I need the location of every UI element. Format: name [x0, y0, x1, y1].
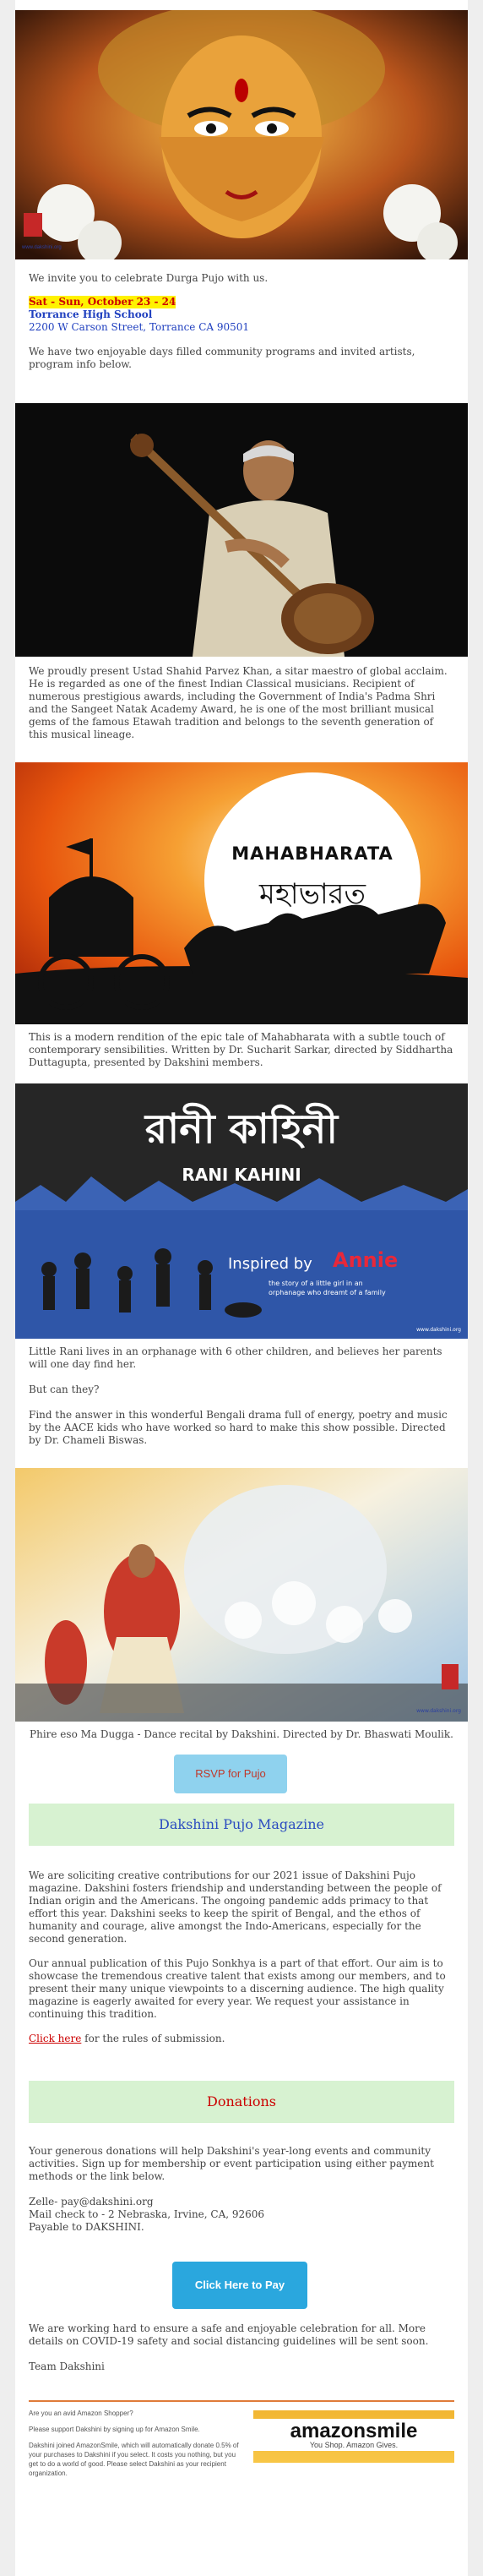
- closing-section: [15, 2322, 468, 2373]
- magazine-heading: Dakshini Pujo Magazine: [29, 1804, 454, 1846]
- venue-name: Torrance High School: [29, 308, 153, 320]
- submission-rules-line: [29, 2033, 454, 2045]
- magazine-section: [15, 1869, 468, 2045]
- dance-url: www.dakshini.org: [416, 1708, 461, 1714]
- dance-recital-image: [15, 1468, 468, 1722]
- rani-tagline-1: the story of a little girl in an: [269, 1280, 363, 1287]
- amazon-smile-info: [29, 2409, 240, 2478]
- magazine-para-2: Our annual publication of this Pujo Sonkhya is a part of that effort. Our aim is to showcase the tremendous creative talent that exists among our members, and to present their many unique viewpoints to a discerning audience. The high quality magazine is eagerly awaited for every year. We request your assistance in continuing this tradition.: [29, 1957, 446, 2020]
- donations-section: [15, 2145, 468, 2234]
- artist-section: [15, 665, 468, 741]
- email-body: [15, 0, 468, 2576]
- amazon-smile-logo[interactable]: [253, 2410, 454, 2463]
- rani-inspired-name: Annie: [333, 1248, 399, 1272]
- rani-title-bn: রানী কাহিনী: [144, 1105, 339, 1153]
- artist-bio: We proudly present Ustad Shahid Parvez Khan, a sitar maestro of global acclaim. He is regarded as one of the finest Indian Classical musicians. Recipient of numerous prestigious awards, including the Government of India's Padma Shri and the Sangeet Natak Academy Award, he is one of the most brilliant musical gems of the famous Etawah tradition and belongs to the seventh generation of this musical lineage.: [29, 665, 448, 740]
- dance-caption: Phire eso Ma Dugga - Dance recital by Dakshini. Directed by Dr. Bhaswati Moulik.: [30, 1728, 453, 1740]
- magazine-para-1: We are soliciting creative contributions for our 2021 issue of Dakshini Pujo magazine. Dakshini fosters friendship and understanding between the people of Indian origin and the Americans. The ongoing pandemic adds primacy to that effort this year. Dakshini seeks to keep the spirit of Bengal, and the ethos of humanity and courage, alive amongst the Indo-Americans, especially for the second generation.: [29, 1869, 442, 1945]
- payable-info: Payable to DAKSHINI.: [29, 2221, 144, 2233]
- rani-desc-1: Little Rani lives in an orphanage with 6 other children, and believes her parents will one day find her.: [29, 1345, 442, 1370]
- submission-rules-link[interactable]: Click here: [29, 2033, 82, 2044]
- mahabharata-section: [15, 1031, 468, 1069]
- dance-section: [15, 1728, 468, 1741]
- sitar-artist-image: [15, 403, 468, 657]
- hero-logo-text: www.dakshini.org: [22, 245, 62, 250]
- mahabharata-description: This is a modern rendition of the epic tale of Mahabharata with a subtle touch of contemporary sensibilities. Written by Dr. Sucharit Sarkar, directed by Siddhartha Duttagupta, presented by Dakshini members.: [29, 1031, 453, 1068]
- intro-section: [15, 272, 468, 371]
- program-note: We have two enjoyable days filled community programs and invited artists, program info below.: [29, 346, 415, 370]
- mahabharata-poster: [15, 762, 468, 1024]
- pay-button[interactable]: Click Here to Pay: [172, 2262, 307, 2309]
- submission-rules-suffix: for the rules of submission.: [81, 2033, 225, 2044]
- amazon-support: Please support Dakshini by signing up for Amazon Smile.: [29, 2426, 200, 2433]
- amazon-question: Are you an avid Amazon Shopper?: [29, 2410, 133, 2417]
- mail-info: Mail check to - 2 Nebraska, Irvine, CA, 92606: [29, 2208, 265, 2220]
- amazon-logo-tagline: You Shop. Amazon Gives.: [309, 2441, 399, 2449]
- zelle-info: Zelle- pay@dakshini.org: [29, 2196, 154, 2208]
- rani-desc-3: Find the answer in this wonderful Bengali drama full of energy, poetry and music by the AACE kids who have worked so hard to make this show possible. Directed by Dr. Chameli Biswas.: [29, 1409, 448, 1446]
- donations-heading: Donations: [29, 2081, 454, 2123]
- rsvp-button[interactable]: RSVP for Pujo: [174, 1755, 287, 1793]
- mahabharata-title-bn: মহাভারত: [258, 877, 366, 911]
- event-date: Sat - Sun, October 23 - 24: [29, 296, 176, 308]
- rani-title-en: RANI KAHINI: [182, 1165, 301, 1185]
- mahabharata-title-en: MAHABHARATA: [231, 843, 393, 864]
- durga-hero-image: [15, 10, 468, 259]
- donations-para: Your generous donations will help Dakshini's year-long events and community activities. Sign up for membership or event participation using either payment methods or the link below.: [29, 2145, 434, 2182]
- rani-desc-2: But can they?: [29, 1384, 100, 1395]
- amazon-detail: Dakshini joined AmazonSmile, which will automatically donate 0.5% of your purchases to Dakshini if you select. It costs you nothing, but you get to do a world of good. Please select Dakshini as your recipient organization.: [29, 2442, 239, 2477]
- invite-text: We invite you to celebrate Durga Pujo with us.: [29, 272, 269, 284]
- rani-section: [15, 1345, 468, 1447]
- amazon-logo-text: amazonsmile: [290, 2420, 418, 2442]
- rani-kahini-poster: [15, 1083, 468, 1339]
- rani-tagline-2: orphanage who dreamt of a family: [269, 1289, 386, 1296]
- closing-para: We are working hard to ensure a safe and enjoyable celebration for all. More details on COVID-19 safety and social distancing guidelines will be sent soon.: [29, 2322, 429, 2347]
- divider: [29, 2400, 454, 2402]
- rani-footer-url: www.dakshini.org: [416, 1327, 461, 1333]
- venue-address: 2200 W Carson Street, Torrance CA 90501: [29, 321, 250, 333]
- signoff: Team Dakshini: [29, 2360, 105, 2372]
- rani-inspired-label: Inspired by: [228, 1255, 312, 1273]
